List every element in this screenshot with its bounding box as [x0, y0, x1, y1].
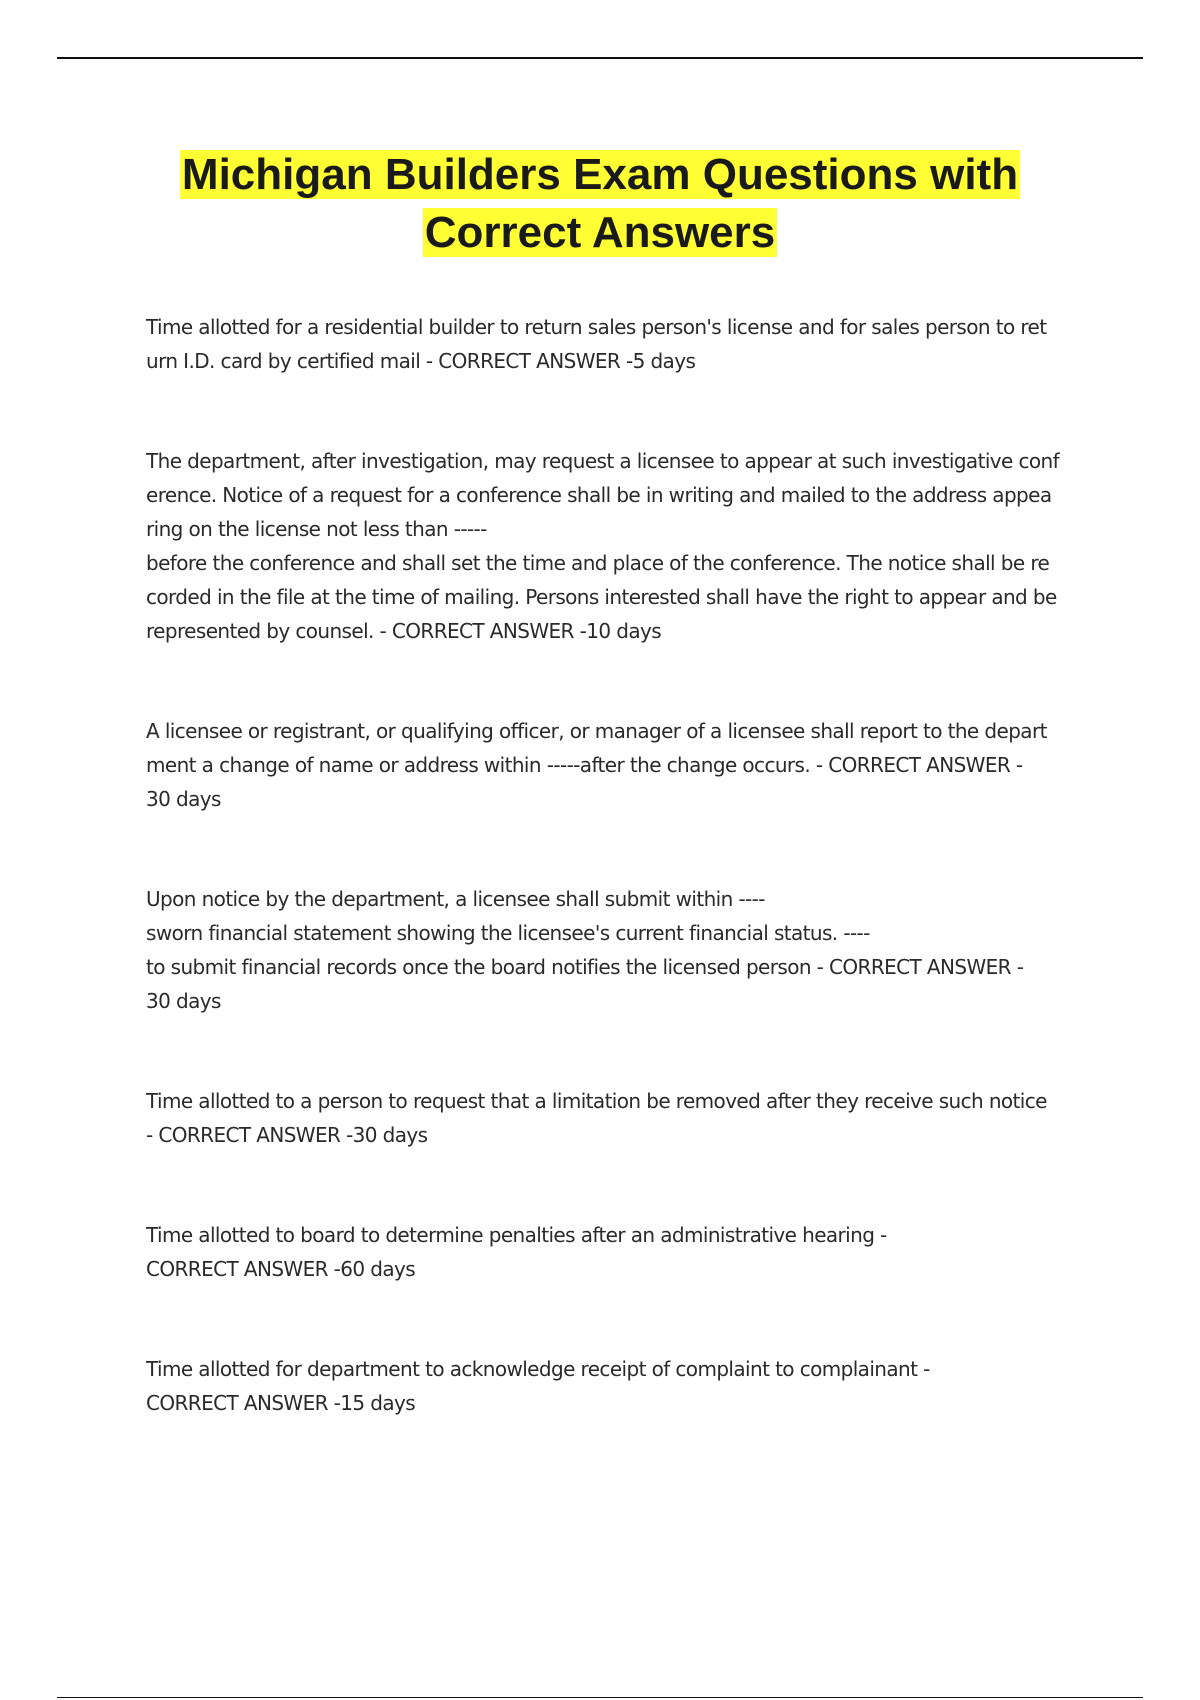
question-item: Time allotted to board to determine penalties after an administrative hearing - CORRECT ANSWER -60 days [146, 1223, 887, 1281]
question-item: A licensee or registrant, or qualifying officer, or manager of a licensee shall report to the depart ment a change of name or address within -----after the change occurs. - CORRECT ANSWER - 30 days [146, 719, 1047, 811]
page-title-line-1: Michigan Builders Exam Questions with [181, 150, 1019, 199]
page-title-line-2: Correct Answers [424, 208, 776, 257]
page-title [60, 146, 1140, 262]
question-item: Time allotted for a residential builder to return sales person's license and for sales person to ret urn I.D. card by certified mail - CORRECT ANSWER -5 days [146, 315, 1047, 373]
top-divider [57, 57, 1143, 59]
question-item: Time allotted to a person to request that a limitation be removed after they receive such notice - CORRECT ANSWER -30 days [146, 1089, 1047, 1147]
bottom-divider [57, 1697, 1143, 1698]
question-list [146, 310, 1096, 1486]
question-item: Time allotted for department to acknowledge receipt of complaint to complainant - CORRECT ANSWER -15 days [146, 1357, 930, 1415]
question-item: The department, after investigation, may request a licensee to appear at such investigative conf erence. Notice of a request for a conference shall be in writing and mailed to the address appea ring on the license not less than ----- before the conference and shall set the time and place of the conference. The notice shall be re corded in the file at the time of mailing. Persons interested shall have the right to appear and be represented by counsel. - CORRECT ANSWER -10 days [146, 449, 1060, 643]
question-item: Upon notice by the department, a licensee shall submit within ---- sworn financial statement showing the licensee's current financial status. ---- to submit financial records once the board notifies the licensed person - CORRECT ANSWER - 30 days [146, 887, 1024, 1013]
